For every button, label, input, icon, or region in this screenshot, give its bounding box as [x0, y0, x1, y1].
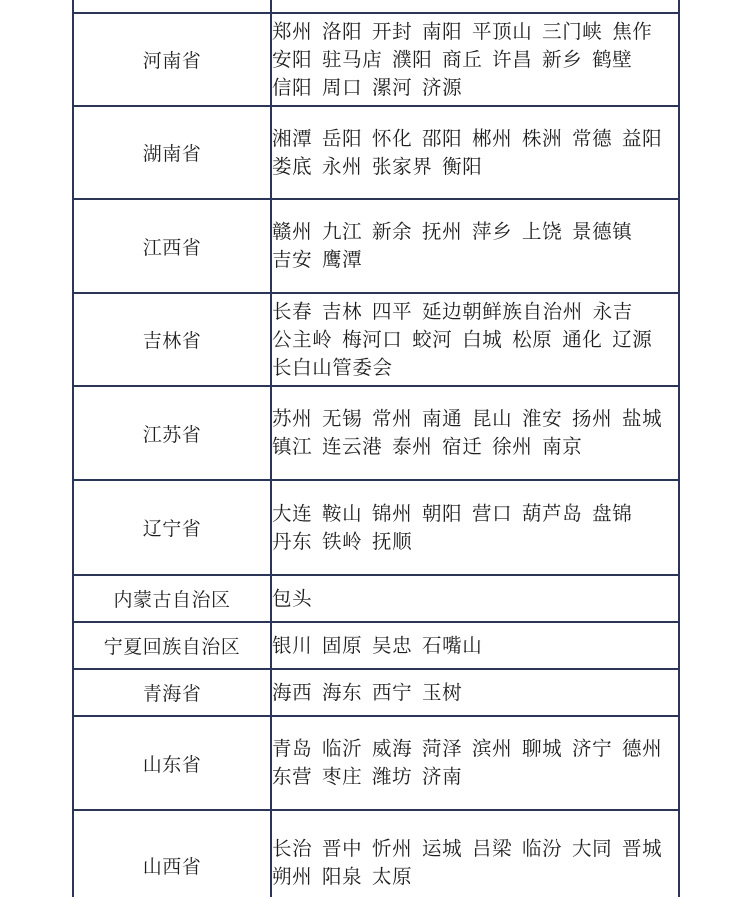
- cities-cell: 银川 固原 吴忠 石嘴山: [271, 622, 679, 669]
- table-row: [73, 669, 679, 716]
- province-cell: 江苏省: [73, 386, 271, 480]
- province-cell: 湖南省: [73, 106, 271, 199]
- table-row: [73, 810, 679, 897]
- province-cell: 宁夏回族自治区: [73, 622, 271, 669]
- table-row: [73, 575, 679, 622]
- table-row: [73, 106, 679, 199]
- table-row: [73, 386, 679, 480]
- province-cell: 山东省: [73, 716, 271, 810]
- cities-cell: 包头: [271, 575, 679, 622]
- cities-cell: [271, 0, 679, 13]
- table-row: [73, 622, 679, 669]
- cities-cell: 赣州 九江 新余 抚州 萍乡 上饶 景德镇 吉安 鹰潭: [271, 199, 679, 293]
- table-row: [73, 13, 679, 106]
- province-cell: 河南省: [73, 13, 271, 106]
- cities-cell: 郑州 洛阳 开封 南阳 平顶山 三门峡 焦作 安阳 驻马店 濮阳 商丘 许昌 新乡 鹤壁 信阳 周口 漯河 济源: [271, 13, 679, 106]
- table-row: [73, 480, 679, 575]
- table-row: [73, 293, 679, 386]
- province-cell: 内蒙古自治区: [73, 575, 271, 622]
- region-city-table: [72, 0, 680, 897]
- cities-cell: 长春 吉林 四平 延边朝鲜族自治州 永吉 公主岭 梅河口 蛟河 白城 松原 通化 辽源 长白山管委会: [271, 293, 679, 386]
- province-cell: 辽宁省: [73, 480, 271, 575]
- province-cell: 吉林省: [73, 293, 271, 386]
- table-row: [73, 199, 679, 293]
- cities-cell: 长治 晋中 忻州 运城 吕梁 临汾 大同 晋城 朔州 阳泉 太原: [271, 810, 679, 897]
- cities-cell: 海西 海东 西宁 玉树: [271, 669, 679, 716]
- cities-cell: 湘潭 岳阳 怀化 邵阳 郴州 株洲 常德 益阳 娄底 永州 张家界 衡阳: [271, 106, 679, 199]
- cities-cell: 大连 鞍山 锦州 朝阳 营口 葫芦岛 盘锦 丹东 铁岭 抚顺: [271, 480, 679, 575]
- cities-cell: 苏州 无锡 常州 南通 昆山 淮安 扬州 盐城 镇江 连云港 泰州 宿迁 徐州 南京: [271, 386, 679, 480]
- province-cell: 江西省: [73, 199, 271, 293]
- cities-cell: 青岛 临沂 威海 菏泽 滨州 聊城 济宁 德州 东营 枣庄 潍坊 济南: [271, 716, 679, 810]
- table-row: [73, 0, 679, 13]
- province-cell: 山西省: [73, 810, 271, 897]
- table-row: [73, 716, 679, 810]
- province-cell: 青海省: [73, 669, 271, 716]
- province-cell: [73, 0, 271, 13]
